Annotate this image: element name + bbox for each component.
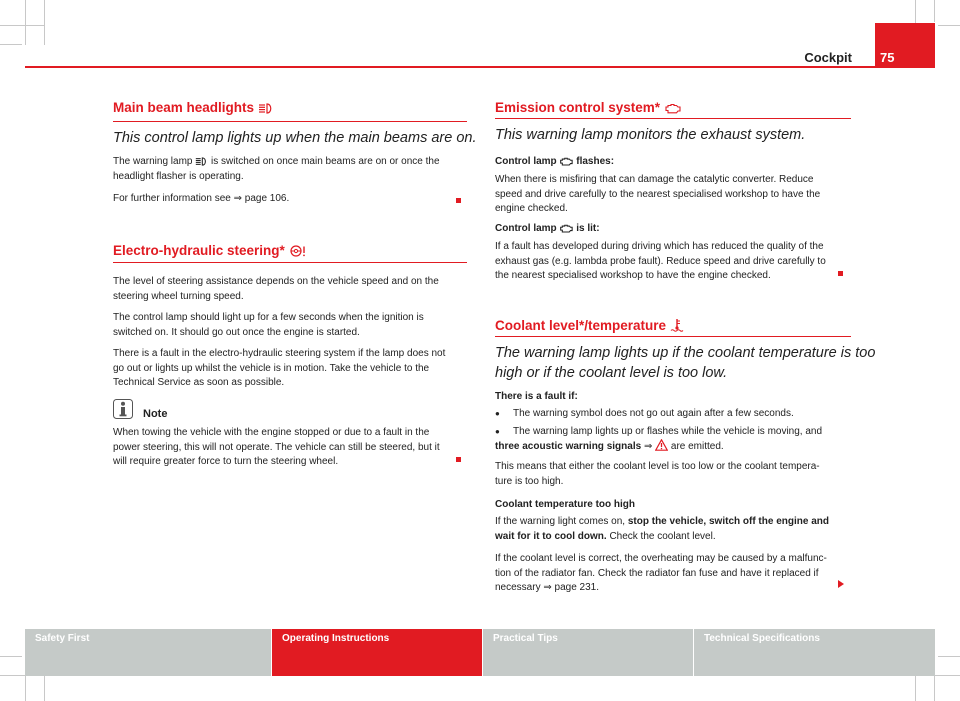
warning-triangle-icon[interactable] <box>655 439 668 451</box>
crop-mark <box>938 656 960 657</box>
coolant-subtitle: The warning lamp lights up if the coolant temperature is too high or if the coolant level is too low. <box>495 345 876 381</box>
main-beam-subtitle: This control lamp lights up when the main beams are on. <box>113 130 477 146</box>
coolant-correct-paragraph: If the coolant level is correct, the overheating may be caused by a malfunc- tion of the radiator fan. Check the radiator fan fuse and have it replaced if necessary ⇒ page 231. <box>495 553 827 593</box>
coolant-temp-heading: Coolant temperature too high <box>495 499 635 510</box>
coolant-meaning: This means that either the coolant level is too low or the coolant tempera- ture is too high. <box>495 461 820 487</box>
fault-item-1: The warning symbol does not go out again after a few seconds. <box>513 408 794 419</box>
heading-rule <box>113 121 467 122</box>
bullet-marker: ● <box>495 409 500 418</box>
control-lamp-lit-label: Control lamp is lit: <box>495 223 600 234</box>
crop-mark <box>25 0 26 45</box>
crop-mark <box>0 25 45 26</box>
steering-wheel-icon <box>289 245 307 257</box>
crop-mark <box>0 656 22 657</box>
crop-mark <box>934 676 935 701</box>
footer-tab-technical-specifications[interactable]: Technical Specifications <box>694 629 935 676</box>
crop-mark <box>44 676 45 701</box>
crop-mark <box>938 25 960 26</box>
fault-item-2-continued: three acoustic warning signals ⇒ are emitted. <box>495 441 724 452</box>
heading-rule <box>495 336 851 337</box>
steering-paragraph-2: The control lamp should light up for a few seconds when the ignition is switched on. It should go out once the engine is started. <box>113 312 424 338</box>
header-rule <box>25 66 935 68</box>
page-reference-link[interactable]: page 231. <box>554 582 600 593</box>
main-beam-paragraph: The warning lamp is switched on once main beams are on or once the headlight flasher is operating. <box>113 156 440 182</box>
crop-mark <box>934 0 935 22</box>
crop-mark <box>915 676 916 701</box>
lit-description: If a fault has developed during driving which has reduced the quality of the exhaust gas (e.g. lambda probe fault). Reduce speed and drive carefully to the nearest specialised workshop to have the engine checked. <box>495 241 826 281</box>
note-text: When towing the vehicle with the engine stopped or due to a fault in the power steering, this will not operate. The vehicle can still be steered, but it will require greater force to turn the steering wheel. <box>113 427 440 467</box>
emission-subtitle: This warning lamp monitors the exhaust system. <box>495 127 806 143</box>
main-beam-heading: Main beam headlights <box>113 100 274 115</box>
page-reference-link[interactable]: page 106. <box>244 193 290 204</box>
coolant-temperature-icon <box>670 318 684 332</box>
crop-mark <box>0 44 22 45</box>
page-section-title: Cockpit <box>804 50 852 65</box>
flash-description: When there is misfiring that can damage the catalytic converter. Reduce speed and drive carefully to the nearest specialised workshop to have the engine checked. <box>495 174 821 214</box>
fault-item-2: The warning lamp lights up or flashes while the vehicle is moving, and <box>513 426 823 437</box>
heading-rule <box>113 262 467 263</box>
main-beam-icon <box>258 103 274 114</box>
footer-tab-operating-instructions[interactable]: Operating Instructions <box>272 629 482 676</box>
engine-icon <box>559 157 573 166</box>
main-beam-icon <box>195 157 208 166</box>
continue-arrow-icon <box>838 580 844 588</box>
footer-tab-safety-first[interactable]: Safety First <box>25 629 271 676</box>
section-end-marker <box>456 457 461 462</box>
heading-rule <box>495 118 851 119</box>
engine-icon <box>664 103 681 114</box>
coolant-heading: Coolant level*/temperature <box>495 318 684 333</box>
steering-heading: Electro-hydraulic steering* <box>113 243 307 258</box>
coolant-temp-instructions: If the warning light comes on, stop the vehicle, switch off the engine and wait for it to cool down. Check the coolant level. <box>495 516 829 542</box>
crop-mark <box>25 676 26 701</box>
note-label: Note <box>143 408 168 420</box>
bullet-marker: ● <box>495 427 500 436</box>
control-lamp-flashes-label: Control lamp flashes: <box>495 156 615 167</box>
crop-mark <box>44 0 45 45</box>
steering-paragraph-1: The level of steering assistance depends on the vehicle speed and on the steering wheel turning speed. <box>113 276 439 302</box>
footer-tab-practical-tips[interactable]: Practical Tips <box>483 629 693 676</box>
note-info-icon <box>113 399 133 419</box>
page-number: 75 <box>875 23 935 68</box>
section-end-marker <box>838 271 843 276</box>
section-end-marker <box>456 198 461 203</box>
further-info-paragraph: For further information see ⇒ page 106. <box>113 193 290 204</box>
steering-paragraph-3: There is a fault in the electro-hydraulic steering system if the lamp does not go out or lights up whilst the vehicle is in motion. Take the vehicle to the Technical Service as soon as possible. <box>113 348 446 388</box>
fault-label: There is a fault if: <box>495 391 578 402</box>
emission-heading: Emission control system* <box>495 100 681 115</box>
engine-icon <box>559 224 573 233</box>
